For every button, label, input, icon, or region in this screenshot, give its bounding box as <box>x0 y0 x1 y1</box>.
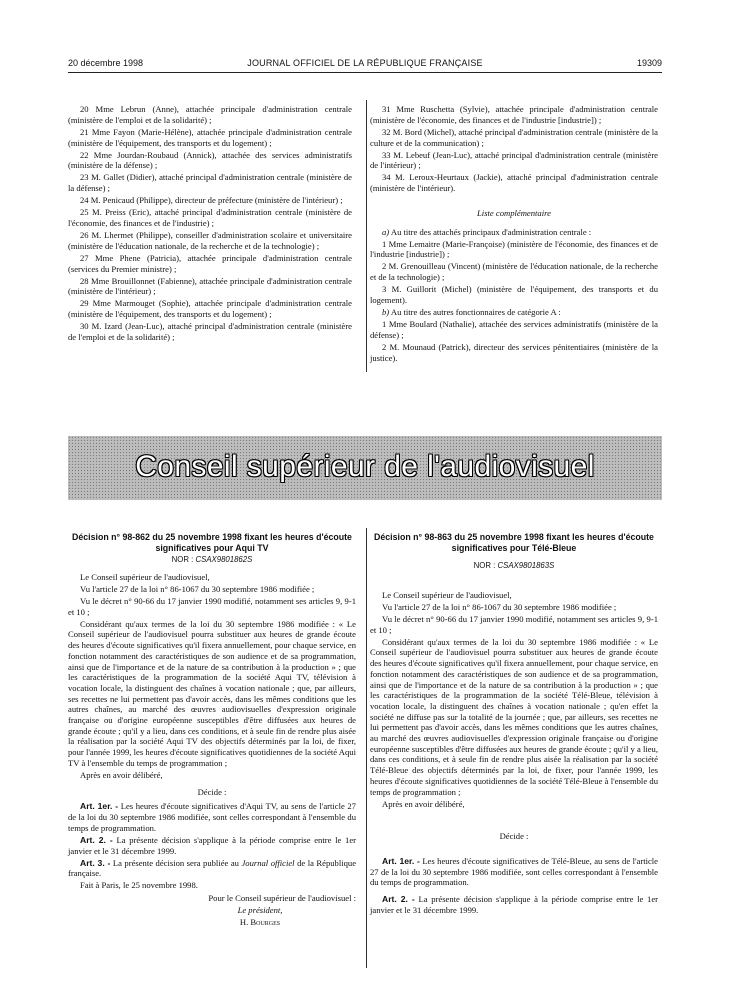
list-item: 29 Mme Marmouget (Sophie), attachée principale d'administration centrale (ministère de l'équipement, des transports et du logement) ; <box>68 298 352 320</box>
article-label: Art. 1er. - <box>382 856 420 867</box>
decision-vu: Vu l'article 27 de la loi n° 86-1067 du 30 septembre 1986 modifiée ; <box>382 601 617 612</box>
top-left-column <box>68 104 352 344</box>
article-label: Art. 1er. - <box>80 801 119 812</box>
list-item: 2 M. Grenouilleau (Vincent) (ministère de l'éducation nationale, de la recherche et de la technologie) ; <box>370 261 658 283</box>
list-item: 25 M. Preiss (Eric), attaché principal d'administration centrale (ministère de l'économie, des finances et de l'industrie) ; <box>68 207 352 228</box>
nor-code: CSAX9801862S <box>195 555 253 564</box>
column-divider <box>366 528 367 968</box>
list-item: 3 M. Guillorit (Michel) (ministère de l'équipement, des transports et du logement). <box>370 284 658 305</box>
article-1 <box>68 801 356 833</box>
article-label: Art. 3. - <box>80 857 111 868</box>
list-item: 1 Mme Boulard (Nathalie), attachée des services administratifs (ministère de la défense) ; <box>370 319 658 340</box>
section-b-marker: b) <box>382 306 390 317</box>
top-right-column <box>370 104 658 365</box>
section-b-text: Au titre des autres fonctionnaires de catégorie A : <box>390 306 561 317</box>
article-3 <box>68 858 356 879</box>
decision-right-column <box>370 532 658 917</box>
section-banner <box>68 436 662 500</box>
section-b-heading <box>370 307 658 318</box>
list-item: 32 M. Bord (Michel), attaché principal d'administration centrale (ministère de la culture et de la communication) ; <box>370 126 658 148</box>
list-item: 34 M. Leroux-Heurtaux (Jackie), attaché principal d'administration centrale (ministère de l'intérieur). <box>370 172 658 194</box>
decision-apres: Après en avoir délibéré, <box>80 769 163 780</box>
list-item: 28 Mme Brouillonnet (Fabienne), attachée principale d'administration centrale (ministère de l'intérieur) ; <box>68 275 352 297</box>
article-label: Art. 2. - <box>80 834 113 845</box>
list-item: 20 Mme Lebrun (Anne), attachée principale d'administration centrale (ministère de l'emploi et de la solidarité) ; <box>68 104 352 125</box>
nor-code: CSAX9801863S <box>497 561 555 570</box>
nor-reference <box>68 555 356 566</box>
decision-fait: Fait à Paris, le 25 novembre 1998. <box>80 880 198 891</box>
article-2 <box>370 894 658 915</box>
decision-decide: Décide : <box>499 831 529 842</box>
article-label: Art. 2. - <box>382 894 415 905</box>
decision-title: Décision n° 98-863 du 25 novembre 1998 fixant les heures d'écoute significatives pour Télé-Bleue <box>374 532 654 553</box>
journal-officiel-title: Journal officiel <box>241 857 295 868</box>
page-header <box>68 58 662 72</box>
article-text: La présente décision s'applique à la période comprise entre le 1er janvier et le 31 décembre 1999. <box>370 894 659 915</box>
header-rule <box>68 72 662 73</box>
decision-vu: Vu le décret n° 90-66 du 17 janvier 1990 modifié, notamment ses articles 9, 9-1 et 10 ; <box>370 613 658 635</box>
list-item: 24 M. Penicaud (Philippe), directeur de préfecture (ministère de l'intérieur) ; <box>80 195 343 206</box>
section-a-marker: a) <box>382 226 390 237</box>
decision-intro: Le Conseil supérieur de l'audiovisuel, <box>80 571 210 582</box>
decision-pour: Pour le Conseil supérieur de l'audiovisuel : <box>208 892 356 903</box>
decision-vu: Vu l'article 27 de la loi n° 86-1067 du 30 septembre 1986 modifiée ; <box>80 583 315 594</box>
decision-apres: Après en avoir délibéré, <box>382 798 465 809</box>
list-item: 1 Mme Lemaitre (Marie-Françoise) (ministère de l'économie, des finances et de l'industrie [industrie]) ; <box>370 238 658 260</box>
article-text: La présente décision s'applique à la période comprise entre le 1er janvier et le 31 décembre 1999. <box>68 834 357 856</box>
list-item: 23 M. Gallet (Didier), attaché principal d'administration centrale (ministère de la défense) ; <box>68 172 352 194</box>
article-2 <box>68 835 356 856</box>
decision-decide: Décide : <box>197 786 227 797</box>
decision-intro: Le Conseil supérieur de l'audiovisuel, <box>382 589 512 600</box>
decision-considerant: Considérant qu'aux termes de la loi du 30 septembre 1986 modifiée : « Le Conseil supérieur de l'audiovisuel pourra substituer aux heures de grande écoute des heures d'écoute significatives qu'il fixera annuellement, pour chaque service, en fonction notamment des caractéristiques de son audience et de sa programmation, ainsi que de l'importance et de la nature de sa contribution à la production » ; que les caractéristiques de la programmation de la société Aqui TV, télévision à vocation locale, la distinguent des chaînes à vocation nationale ; que, par ailleurs, ses recettes ne lui permettent pas d'avoir accès, dans les mêmes conditions que les autres chaînes, au marché des œuvres audiovisuelles d'expression originale française ou d'origine européenne susceptibles d'être diffusées aux heures de grande écoute ; qu'il y a lieu, dans ces conditions, et à seule fin de rendre plus aisée la réalisation par la société Aqui TV des objectifs déterminés par la loi, de fixer, pour l'année 1999, les heures d'écoute significatives quotidiennes de la société Aqui TV à l'ensemble du temps de programmation ; <box>68 618 356 768</box>
list-item: 27 Mme Phene (Patricia), attachée principale d'administration centrale (services du Premier ministre) ; <box>68 252 352 274</box>
nor-label: NOR : <box>473 561 496 570</box>
section-a-text: Au titre des attachés principaux d'administration centrale : <box>390 226 592 237</box>
article-text-post: de la République française. <box>68 857 357 879</box>
header-journal-title: JOURNAL OFFICIEL DE LA RÉPUBLIQUE FRANÇAISE <box>247 58 483 68</box>
list-item: 33 M. Lebeuf (Jean-Luc), attaché principal d'administration centrale (ministère de l'intérieur) ; <box>370 149 658 171</box>
list-item: 2 M. Mounaud (Patrick), directeur des services pénitentiaires (ministère de la justice). <box>370 341 658 363</box>
article-text-pre: La présente décision sera publiée au <box>112 857 239 868</box>
header-date: 20 décembre 1998 <box>68 58 144 68</box>
nor-reference <box>370 561 658 572</box>
decision-vu: Vu le décret n° 90-66 du 17 janvier 1990 modifié, notamment ses articles 9, 9-1 et 10 ; <box>68 595 356 617</box>
article-text: Les heures d'écoute significatives d'Aqui TV, au sens de l'article 27 de la loi du 30 septembre 1986 modifiée, sont celles correspondant à l'ensemble du temps de programmation. <box>68 801 356 833</box>
decision-signature: H. Bourges <box>239 916 281 927</box>
decision-left-column <box>68 532 356 929</box>
header-page-number: 19309 <box>636 58 662 68</box>
article-text: Les heures d'écoute significatives de Télé-Bleue, au sens de l'article 27 de la loi du 30 septembre 1986 modifiée, sont celles correspondant à l'ensemble du temps de programmation. <box>370 856 658 888</box>
list-item: 30 M. Izard (Jean-Luc), attaché principal d'administration centrale (ministère de l'emploi et de la solidarité) ; <box>68 321 352 342</box>
article-1 <box>370 856 658 888</box>
list-item: 21 Mme Fayon (Marie-Hélène), attachée principale d'administration centrale (ministère de l'équipement, des transports et du logement) ; <box>68 126 352 148</box>
banner-title: Conseil supérieur de l'audiovisuel <box>135 450 595 483</box>
nor-label: NOR : <box>171 555 194 564</box>
list-item: 31 Mme Ruschetta (Sylvie), attachée principale d'administration centrale (ministère de l'économie, des finances et de l'industrie [industrie]) ; <box>370 104 658 125</box>
decision-title: Décision n° 98-862 du 25 novembre 1998 fixant les heures d'écoute significatives pour Aqui TV <box>72 532 352 553</box>
list-item: 22 Mme Jourdan-Roubaud (Annick), attachée des services administratifs (ministère de la défense) ; <box>68 149 352 171</box>
decision-considerant: Considérant qu'aux termes de la loi du 30 septembre 1986 modifiée : « Le Conseil supérieur de l'audiovisuel pourra substituer aux heures de grande écoute des heures d'écoute significatives qu'il fixera annuellement, pour chaque service, en fonction notamment des caractéristiques de son audience et de sa programmation, ainsi que de l'importance et de la nature de sa contribution à la production » ; que les caractéristiques de la programmation de la société Télé-Bleue, télévision à vocation locale, la distinguent des chaînes à vocation nationale ; qu'en effet la société ne diffuse pas sur la totalité de la journée ; que, par ailleurs, ses recettes ne lui permettent pas d'avoir accès, dans les mêmes conditions que les autres chaînes, au marché des œuvres audiovisuelles d'expression originale française ou d'origine européenne susceptibles d'être diffusées aux heures de grande écoute ; qu'il y a lieu, dans ces conditions, et à seule fin de rendre plus aisée la réalisation par la société Télé-Bleue des objectifs déterminés par la loi, de fixer, pour l'année 1999, les heures d'écoute significatives quotidiennes de la société Télé-Bleue à l'ensemble du temps de programmation ; <box>370 636 658 797</box>
list-item: 26 M. Lhermet (Philippe), conseiller d'administration scolaire et universitaire (ministère de l'éducation nationale, de la recherche et de la technologie) ; <box>68 230 352 251</box>
complementary-list-title: Liste complémentaire <box>477 207 551 218</box>
column-divider <box>366 100 367 372</box>
section-a-heading <box>370 227 658 238</box>
decision-president-label: Le président, <box>237 904 283 915</box>
